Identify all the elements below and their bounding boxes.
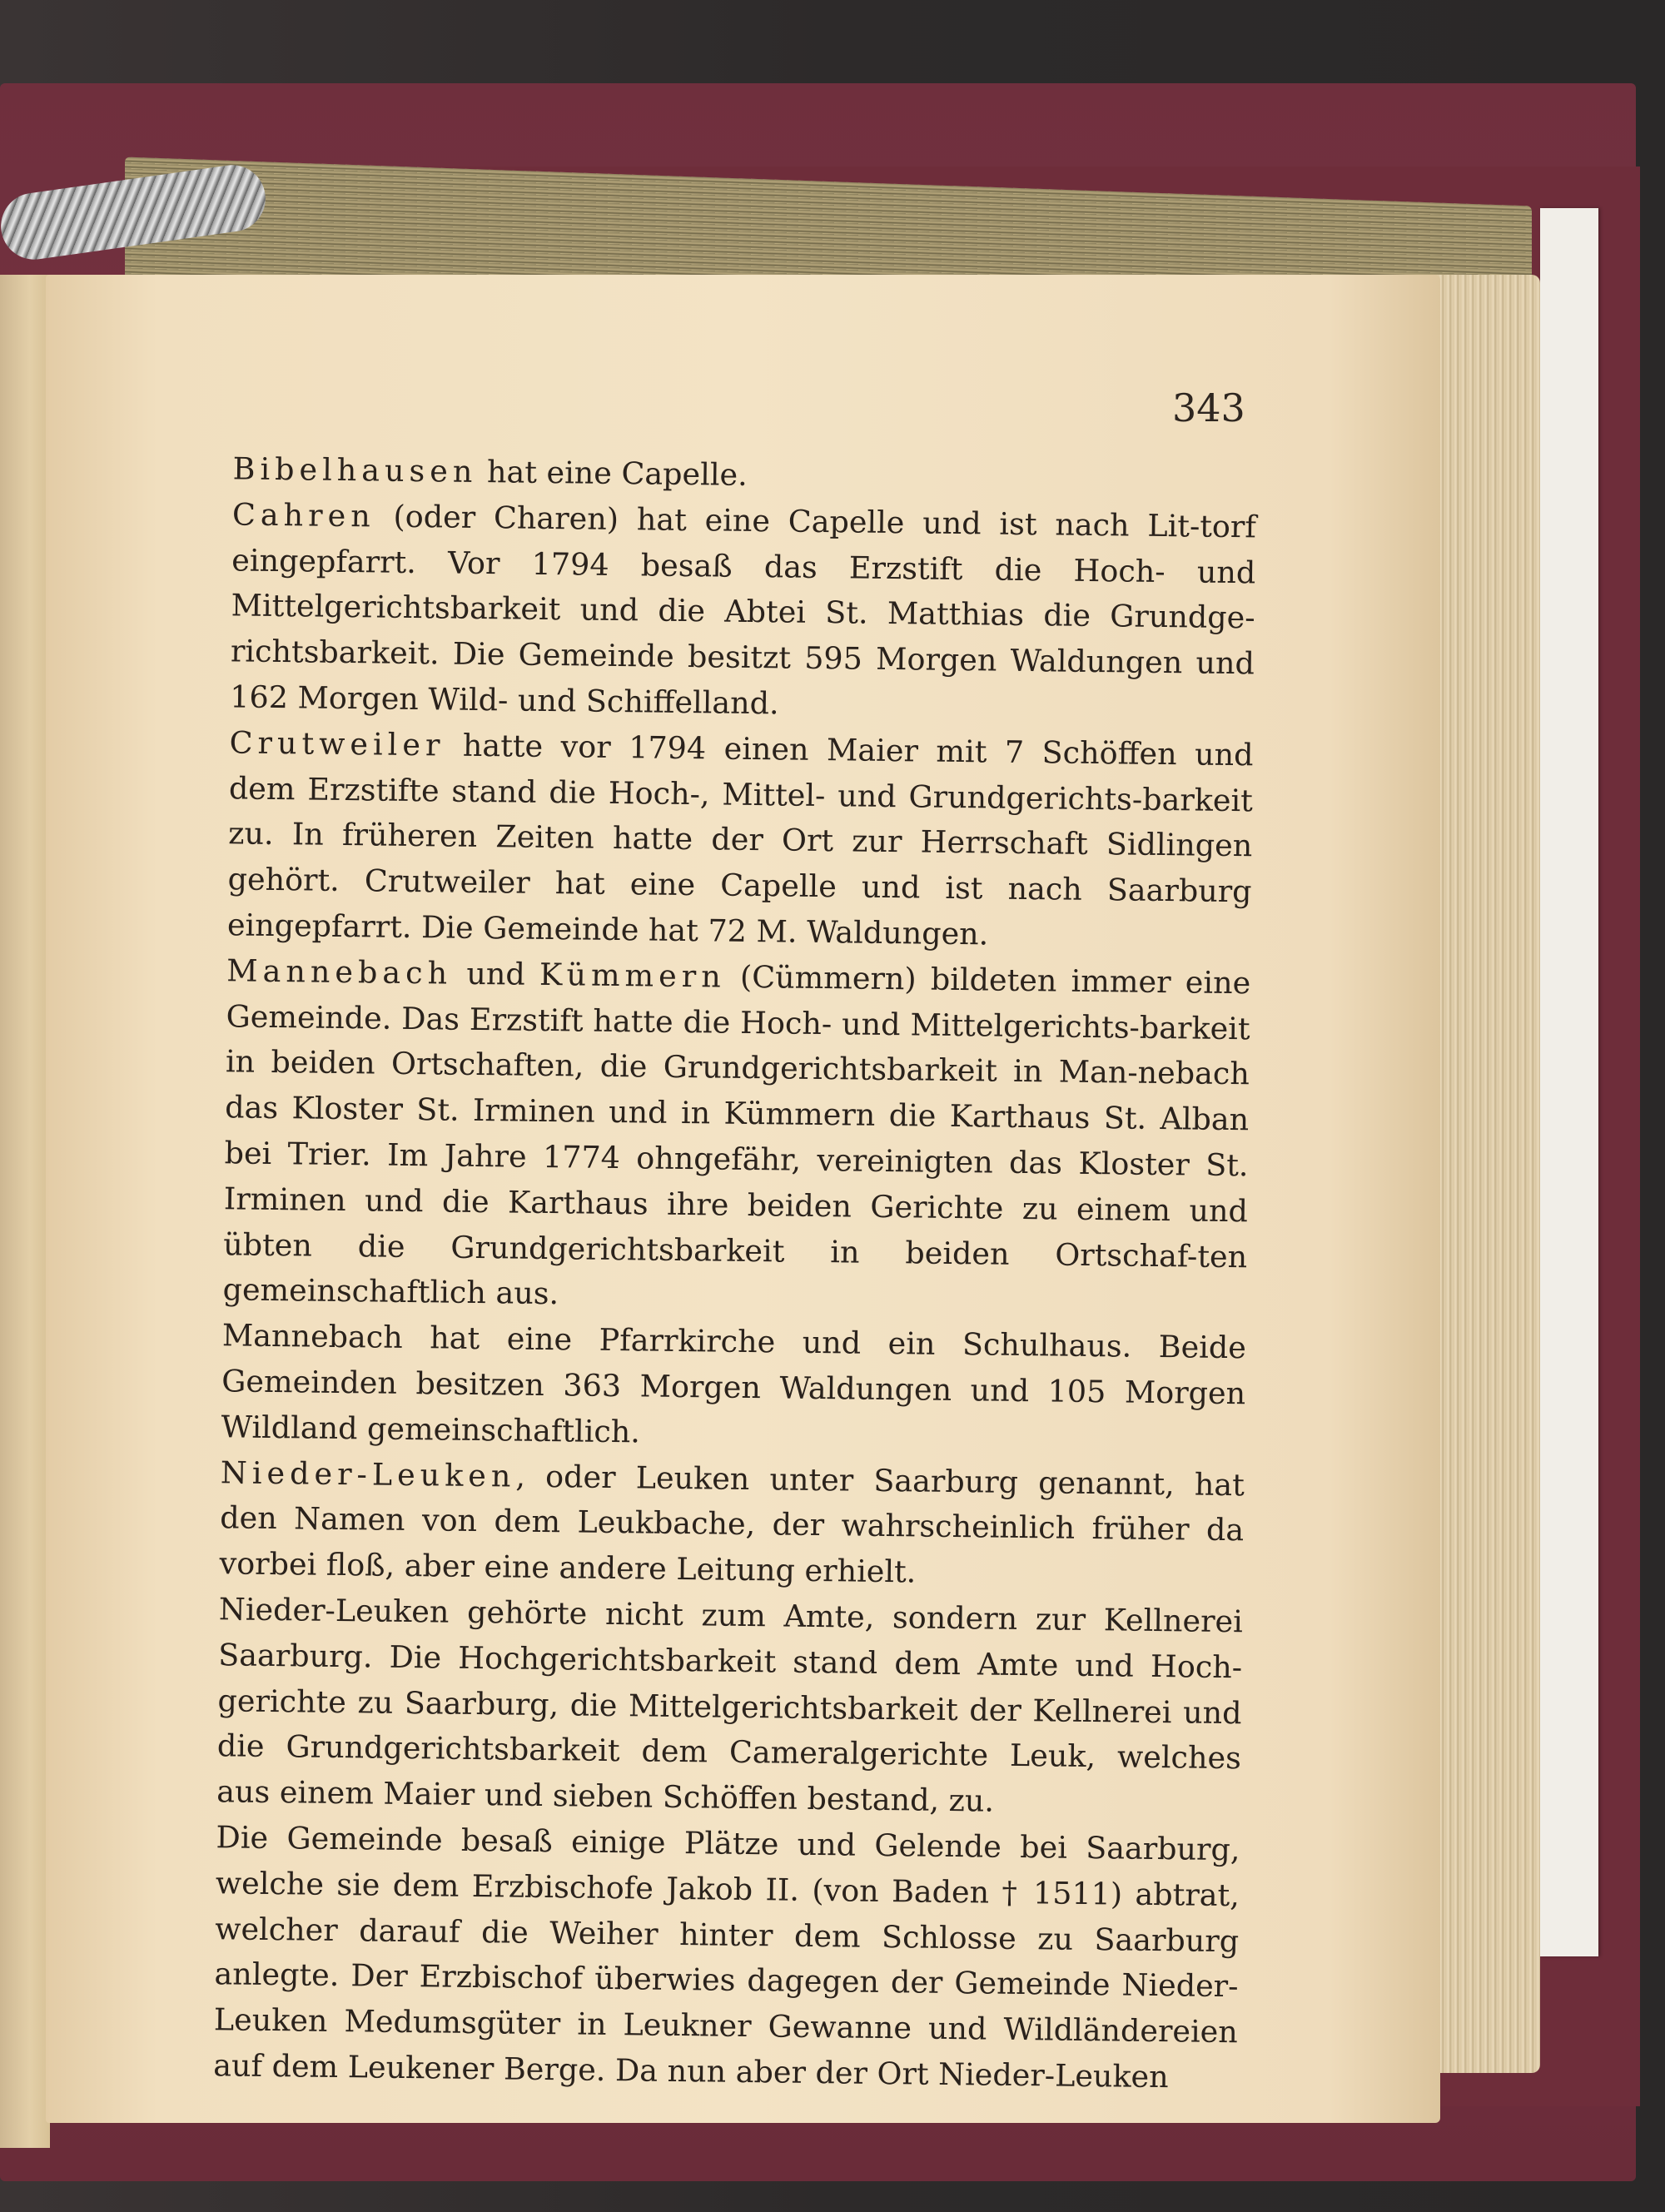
- paragraph: Nieder-Leuken, oder Leuken unter Saarburg genannt, hat den Namen von dem Leukbache, der wahrscheinlich früher da vorbei floß, aber eine andere Leitung erhielt.: [219, 1454, 1245, 1590]
- body-text: [122, 445, 1257, 2101]
- place-name: Nieder-Leuken: [220, 1454, 516, 1494]
- place-name: Kümmern: [539, 956, 727, 995]
- paragraph: Mannebach hat eine Pfarrkirche und ein Schulhaus. Beide Gemeinden besitzen 363 Morgen Waldungen und 105 Morgen Wildland gemeinschaftlich.: [221, 1317, 1247, 1450]
- paragraph: Die Gemeinde besaß einige Plätze und Gelende bei Saarburg, welche sie dem Erzbischofe Jakob II. (von Baden † 1511) abtrat, welcher darauf die Weiher hinter dem Schlosse zu Saarburg anlegte. Der Erzbischof überwies dagegen der Gemeinde Nieder-Leuken Medumsgüter in Leukner Gewanne und Wildländereien auf dem Leukener Berge. Da nun aber der Ort Nieder-Leuken: [212, 1819, 1240, 2095]
- paragraph: Mannebach und Kümmern (Cümmern) bildeten immer eine Gemeinde. Das Erzstift hatte die Hoch- und Mittelgerichts-barkeit in beiden Ortschaften, die Grundgerichtsbarkeit in Man-nebach das Kloster St. Irminen und in Kümmern die Karthaus St. Alban bei Trier. Im Jahre 1774 ohngefähr, vereinigten das Kloster St. Irminen und die Karthaus ihre beiden Gerichte zu einem und übten die Grundgerichtsbarkeit in beiden Ortschaf-ten gemeinschaftlich aus.: [222, 952, 1251, 1312]
- facing-page-edge: [0, 275, 50, 2148]
- paragraph: Crutweiler hatte vor 1794 einen Maier mit 7 Schöffen und dem Erzstifte stand die Hoch-, Mittel- und Grundgerichts-barkeit zu. In früheren Zeiten hatte der Ort zur Herrschaft Sidlingen gehört. Crutweiler hat eine Capelle und ist nach Saarburg eingepfarrt. Die Gemeinde hat 72 M. Waldungen.: [226, 724, 1254, 952]
- white-card-edge: [1540, 208, 1598, 1956]
- place-name: Mannebach: [226, 952, 453, 992]
- place-name: Cahren: [231, 496, 376, 534]
- place-name: Bibelhausen: [232, 450, 478, 490]
- paragraph: Bibelhausen hat eine Capelle.: [232, 450, 748, 493]
- page-number: 343: [1172, 385, 1245, 430]
- paragraph: Cahren (oder Charen) hat eine Capelle und ist nach Lit-torf eingepfarrt. Vor 1794 besaß das Erzstift die Hoch- und Mittelgerichtsbarkeit und die Abtei St. Matthias die Grundge-richtsbarkeit. Die Gemeinde besitzt 595 Morgen Waldungen und 162 Morgen Wild- und Schiffelland.: [230, 496, 1257, 722]
- place-name: Crutweiler: [229, 724, 445, 763]
- paragraph: Nieder-Leuken gehörte nicht zum Amte, sondern zur Kellnerei Saarburg. Die Hochgerichtsbarkeit stand dem Amte und Hoch-gerichte zu Saarburg, die Mittelgerichtsbarkeit der Kellnerei und die Grundgerichtsbarkeit dem Cameralgerichte Leuk, welches aus einem Maier und sieben Schöffen bestand, zu.: [216, 1591, 1244, 1819]
